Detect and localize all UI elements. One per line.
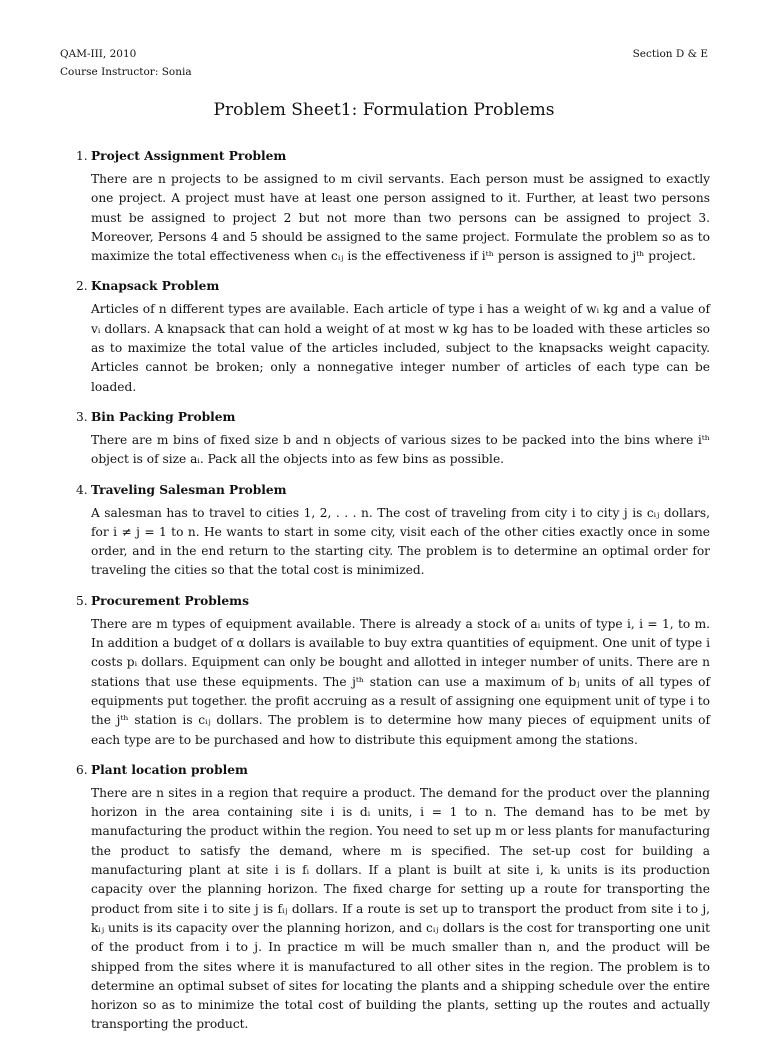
problem-item bbox=[60, 277, 710, 396]
problem-item bbox=[60, 147, 710, 266]
problem-item bbox=[60, 408, 710, 470]
problem-number: 5. bbox=[76, 593, 88, 608]
section-label: Section D & E bbox=[632, 48, 708, 60]
problem-number: 4. bbox=[76, 482, 88, 497]
course-label: QAM-III, 2010 bbox=[60, 48, 137, 60]
problem-name: Plant location problem bbox=[91, 762, 248, 777]
header-left bbox=[60, 45, 192, 81]
problem-name: Traveling Salesman Problem bbox=[91, 482, 287, 497]
problem-text: There are n sites in a region that require a product. The demand for the product over the planning horizon in the area containing site i is dᵢ units, i = 1 to n. The demand has to be met by manufacturing the product within the region. You need to set up m or less plants for manufacturing the product to satisfy the demand, where m is specified. The set-up cost for building a manufacturing plant at site i is fᵢ dollars. If a plant is built at site i, kᵢ units is its production capacity over the planning horizon. The fixed charge for setting up a route for transporting the product from site i to site j is fᵢⱼ dollars. If a route is set up to transport the product from site i to j, kᵢⱼ units is its capacity over the planning horizon, and cᵢⱼ dollars is the cost for transporting one unit of the product from i to j. In practice m will be much smaller than n, and the product will be shipped from the sites where it is manufactured to all other sites in the region. The problem is to determine an optimal subset of sites for locating the plants and a shipping schedule over the entire horizon so as to minimize the total cost of building the plants, setting up the routes and actually transporting the product. bbox=[91, 785, 710, 1032]
problem-number: 6. bbox=[76, 762, 88, 777]
problem-name: Project Assignment Problem bbox=[91, 149, 287, 163]
problem-number: 3. bbox=[76, 409, 88, 424]
header-right bbox=[633, 45, 708, 63]
problem-number: 2. bbox=[76, 279, 88, 294]
problem-number: 1. bbox=[76, 149, 88, 163]
problem-text: There are n projects to be assigned to m civil servants. Each person must be assigned to exactly one project. A project must have at least one person assigned to it. Further, at least two persons must be assigned to project 2 but not more than two persons can be assigned to project 3. Moreover, Persons 4 and 5 should be assigned to the same project. Formulate the problem so as to maximize the total effectiveness when cᵢⱼ is the effectiveness if iᵗʰ person is assigned to jᵗʰ project. bbox=[91, 172, 710, 264]
problem-name: Knapsack Problem bbox=[91, 279, 220, 294]
problem-name: Procurement Problems bbox=[91, 593, 249, 608]
problem-text: There are m types of equipment available. There is already a stock of aᵢ units of type i, i = 1, to m. In addition a budget of α dollars is available to buy extra quantities of equipment. One unit of type i costs pᵢ dollars. Equipment can only be bought and allotted in integer number of units. There are n stations that use these equipments. The jᵗʰ station can use a maximum of bⱼ units of all types of equipments put together. the profit accruing as a result of assigning one equipment unit of type i to the jᵗʰ station is cᵢⱼ dollars. The problem is to determine how many pieces of equipment units of each type are to be purchased and how to distribute this equipment among the stations. bbox=[91, 616, 710, 747]
problem-text: There are m bins of fixed size b and n objects of various sizes to be packed into the bins where iᵗʰ object is of size aᵢ. Pack all the objects into as few bins as possible. bbox=[91, 432, 710, 467]
problem-text: Articles of n different types are available. Each article of type i has a weight of wᵢ kg and a value of vᵢ dollars. A knapsack that can hold a weight of at most w kg has to be loaded with these articles so as to maximize the total value of the articles included, subject to the knapsacks weight capacity. Articles cannot be broken; only a nonnegative integer number of articles of each type can be loaded. bbox=[91, 302, 710, 394]
instructor-label: Course Instructor: Sonia bbox=[60, 66, 192, 78]
problem-name: Bin Packing Problem bbox=[91, 409, 236, 424]
page-title: Problem Sheet1: Formulation Problems bbox=[213, 100, 555, 120]
problem-list bbox=[60, 147, 710, 1046]
problem-item bbox=[60, 481, 710, 581]
problem-text: A salesman has to travel to cities 1, 2, . . . n. The cost of traveling from city i to city j is cᵢⱼ dollars, for i ≠ j = 1 to n. He wants to start in some city, visit each of the other cities exactly once in some order, and in the end return to the starting city. The problem is to determine an optimal order for traveling the cities so that the total cost is minimized. bbox=[91, 505, 710, 578]
problem-item bbox=[60, 592, 710, 750]
